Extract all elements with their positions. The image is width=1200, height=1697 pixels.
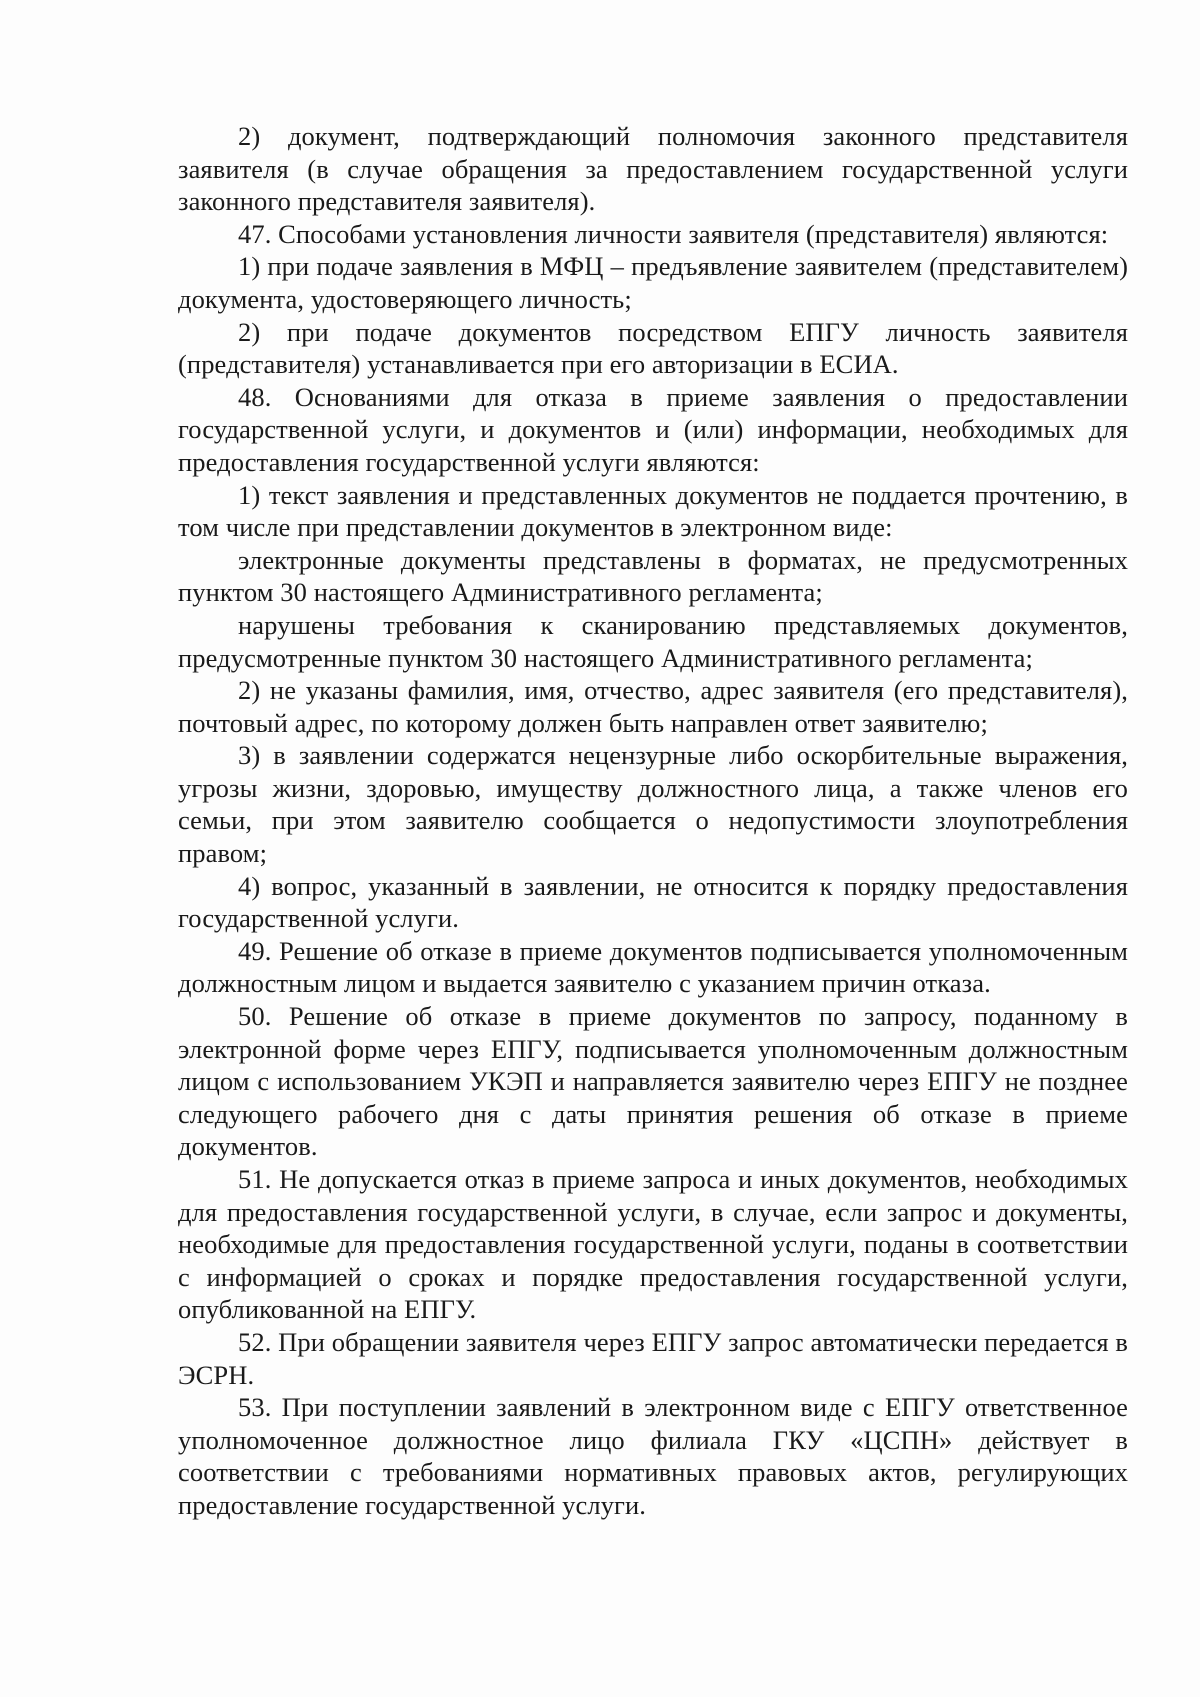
paragraph-47-item-1: 1) при подаче заявления в МФЦ – предъявление заявителем (представителем) документа, удостоверяющего личность; bbox=[178, 251, 1128, 314]
paragraph-item-2-representative-doc: 2) документ, подтверждающий полномочия законного представителя заявителя (в случае обращения за предоставлением государственной услуги законного представителя заявителя). bbox=[178, 121, 1128, 217]
paragraph-48-item-2: 2) не указаны фамилия, имя, отчество, адрес заявителя (его представителя), почтовый адрес, по которому должен быть направлен ответ заявителю; bbox=[178, 675, 1128, 738]
paragraph-47: 47. Способами установления личности заявителя (представителя) являются: bbox=[238, 218, 1109, 249]
paragraph-50: 50. Решение об отказе в приеме документов по запросу, поданному в электронной форме через ЕПГУ, подписывается уполномоченным должностным лицом с использованием УКЭП и направляется заявителю через ЕПГУ не позднее следующего рабочего дня с даты принятия решения об отказе в приеме документов. bbox=[178, 1001, 1128, 1162]
paragraph-53: 53. При поступлении заявлений в электронном виде с ЕПГУ ответственное уполномоченное должностное лицо филиала ГКУ «ЦСПН» действует в соответствии с требованиями нормативных правовых актов, регулирующих предоставление государственной услуги. bbox=[178, 1392, 1128, 1520]
paragraph-48-item-1-formats: электронные документы представлены в форматах, не предусмотренных пунктом 30 настоящего Административного регламента; bbox=[178, 544, 1128, 608]
paragraph-48-item-1-scanning: нарушены требования к сканированию представляемых документов, предусмотренные пунктом 30 настоящего Административного регламента; bbox=[178, 609, 1128, 673]
paragraph-48-item-1: 1) текст заявления и представленных документов не поддается прочтению, в том числе при представлении документов в электронном виде: bbox=[178, 479, 1128, 543]
paragraph-48: 48. Основаниями для отказа в приеме заявления о предоставлении государственной услуги, и документов и (или) информации, необходимых для предоставления государственной услуги являются: bbox=[178, 381, 1128, 477]
document-body bbox=[178, 120, 1128, 1522]
paragraph-48-item-4: 4) вопрос, указанный в заявлении, не относится к порядку предоставления государственной услуги. bbox=[178, 870, 1128, 934]
paragraph-48-item-3: 3) в заявлении содержатся нецензурные либо оскорбительные выражения, угрозы жизни, здоровью, имуществу должностного лица, а также членов его семьи, при этом заявителю сообщается о недопустимости злоупотребления правом; bbox=[178, 740, 1128, 869]
paragraph-49: 49. Решение об отказе в приеме документов подписывается уполномоченным должностным лицом и выдается заявителю с указанием причин отказа. bbox=[178, 935, 1128, 999]
paragraph-47-item-2: 2) при подаче документов посредством ЕПГУ личность заявителя (представителя) устанавливается при его авторизации в ЕСИА. bbox=[178, 316, 1128, 380]
paragraph-52: 52. При обращении заявителя через ЕПГУ запрос автоматически передается в ЭСРН. bbox=[178, 1326, 1128, 1390]
paragraph-51: 51. Не допускается отказ в приеме запроса и иных документов, необходимых для предоставления государственной услуги, в случае, если запрос и документы, необходимые для предоставления государственной услуги, поданы в соответствии с информацией о сроках и порядке предоставления государственной услуги, опубликованной на ЕПГУ. bbox=[178, 1164, 1128, 1325]
